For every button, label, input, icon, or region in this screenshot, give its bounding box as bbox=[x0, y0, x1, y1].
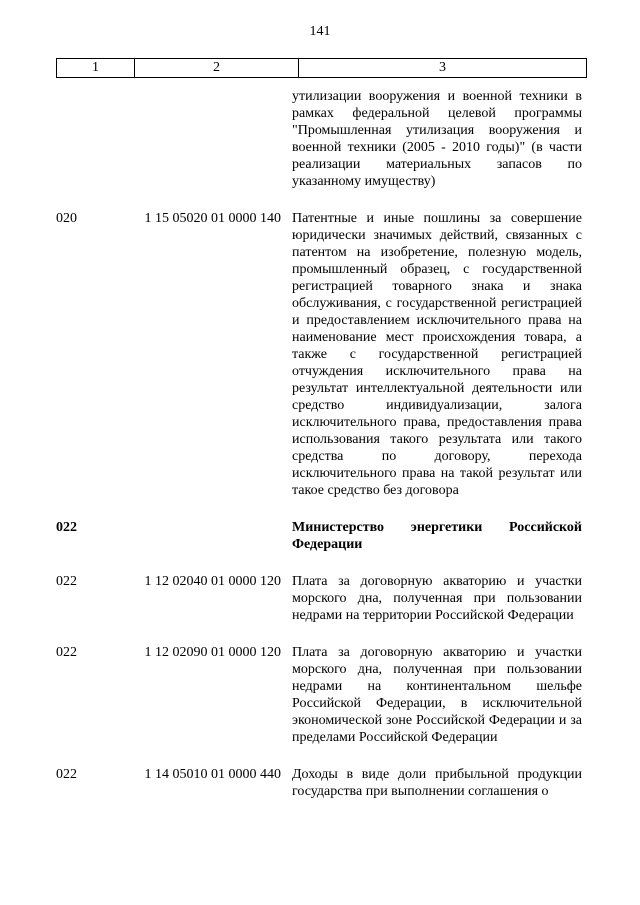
admin-code: 022 bbox=[56, 767, 77, 782]
document-body bbox=[0, 88, 640, 820]
column-header-2: 2 bbox=[135, 59, 299, 78]
admin-code: 022 bbox=[56, 574, 77, 589]
revenue-description: утилизации вооружения и военной техники в рамках федеральной целевой программы "Промышленная утилизация вооружения и военной техники (2005 - 2010 годы)" (в части реализации материальных запасов по указанному имуществу) bbox=[292, 89, 582, 189]
revenue-description: Плата за договорную акваторию и участки морского дна, полученная при пользовании недрами на территории Российской Федерации bbox=[292, 574, 582, 623]
admin-code bbox=[0, 88, 77, 190]
page-number: 141 bbox=[309, 24, 331, 39]
revenue-code: 1 15 05020 01 0000 140 bbox=[144, 211, 281, 226]
revenue-code: 1 12 02040 01 0000 120 bbox=[144, 574, 281, 589]
table-row bbox=[0, 210, 640, 499]
admin-code: 022 bbox=[56, 520, 77, 535]
admin-code: 020 bbox=[56, 211, 77, 226]
column-header-3: 3 bbox=[299, 59, 587, 78]
revenue-description: Доходы в виде доли прибыльной продукции государства при выполнении соглашения о bbox=[292, 767, 582, 799]
revenue-code bbox=[77, 519, 287, 553]
column-header-table bbox=[56, 58, 587, 78]
revenue-code bbox=[77, 88, 287, 190]
table-row bbox=[0, 519, 640, 553]
revenue-code: 1 12 02090 01 0000 120 bbox=[144, 645, 281, 660]
column-header-1: 1 bbox=[57, 59, 135, 78]
ministry-heading: Министерство энергетики Российской Федерации bbox=[292, 520, 582, 552]
table-row bbox=[0, 766, 640, 800]
revenue-description: Патентные и иные пошлины за совершение юридически значимых действий, связанных с патентом на изобретение, полезную модель, промышленный образец, с государственной регистрацией товарного знака и знака обслуживания, с государственной регистрацией и предоставлением исключительного права на наименование мест происхождения товара, а также с государственной регистрацией отчуждения исключительного права на результат интеллектуальной деятельности или средство индивидуализации, залога исключительного права, предоставления права использования такого результата или такого средства по договору, перехода исключительного права на такой результат или такое средство без договора bbox=[292, 211, 582, 498]
revenue-code: 1 14 05010 01 0000 440 bbox=[144, 767, 281, 782]
table-row bbox=[0, 573, 640, 624]
table-row bbox=[0, 88, 640, 190]
table-row bbox=[0, 644, 640, 746]
admin-code: 022 bbox=[56, 645, 77, 660]
revenue-description: Плата за договорную акваторию и участки морского дна, полученная при пользовании недрами на континентальном шельфе Российской Федерации, в исключительной экономической зоне Российской Федерации и за пределами Российской Федерации bbox=[292, 645, 582, 745]
